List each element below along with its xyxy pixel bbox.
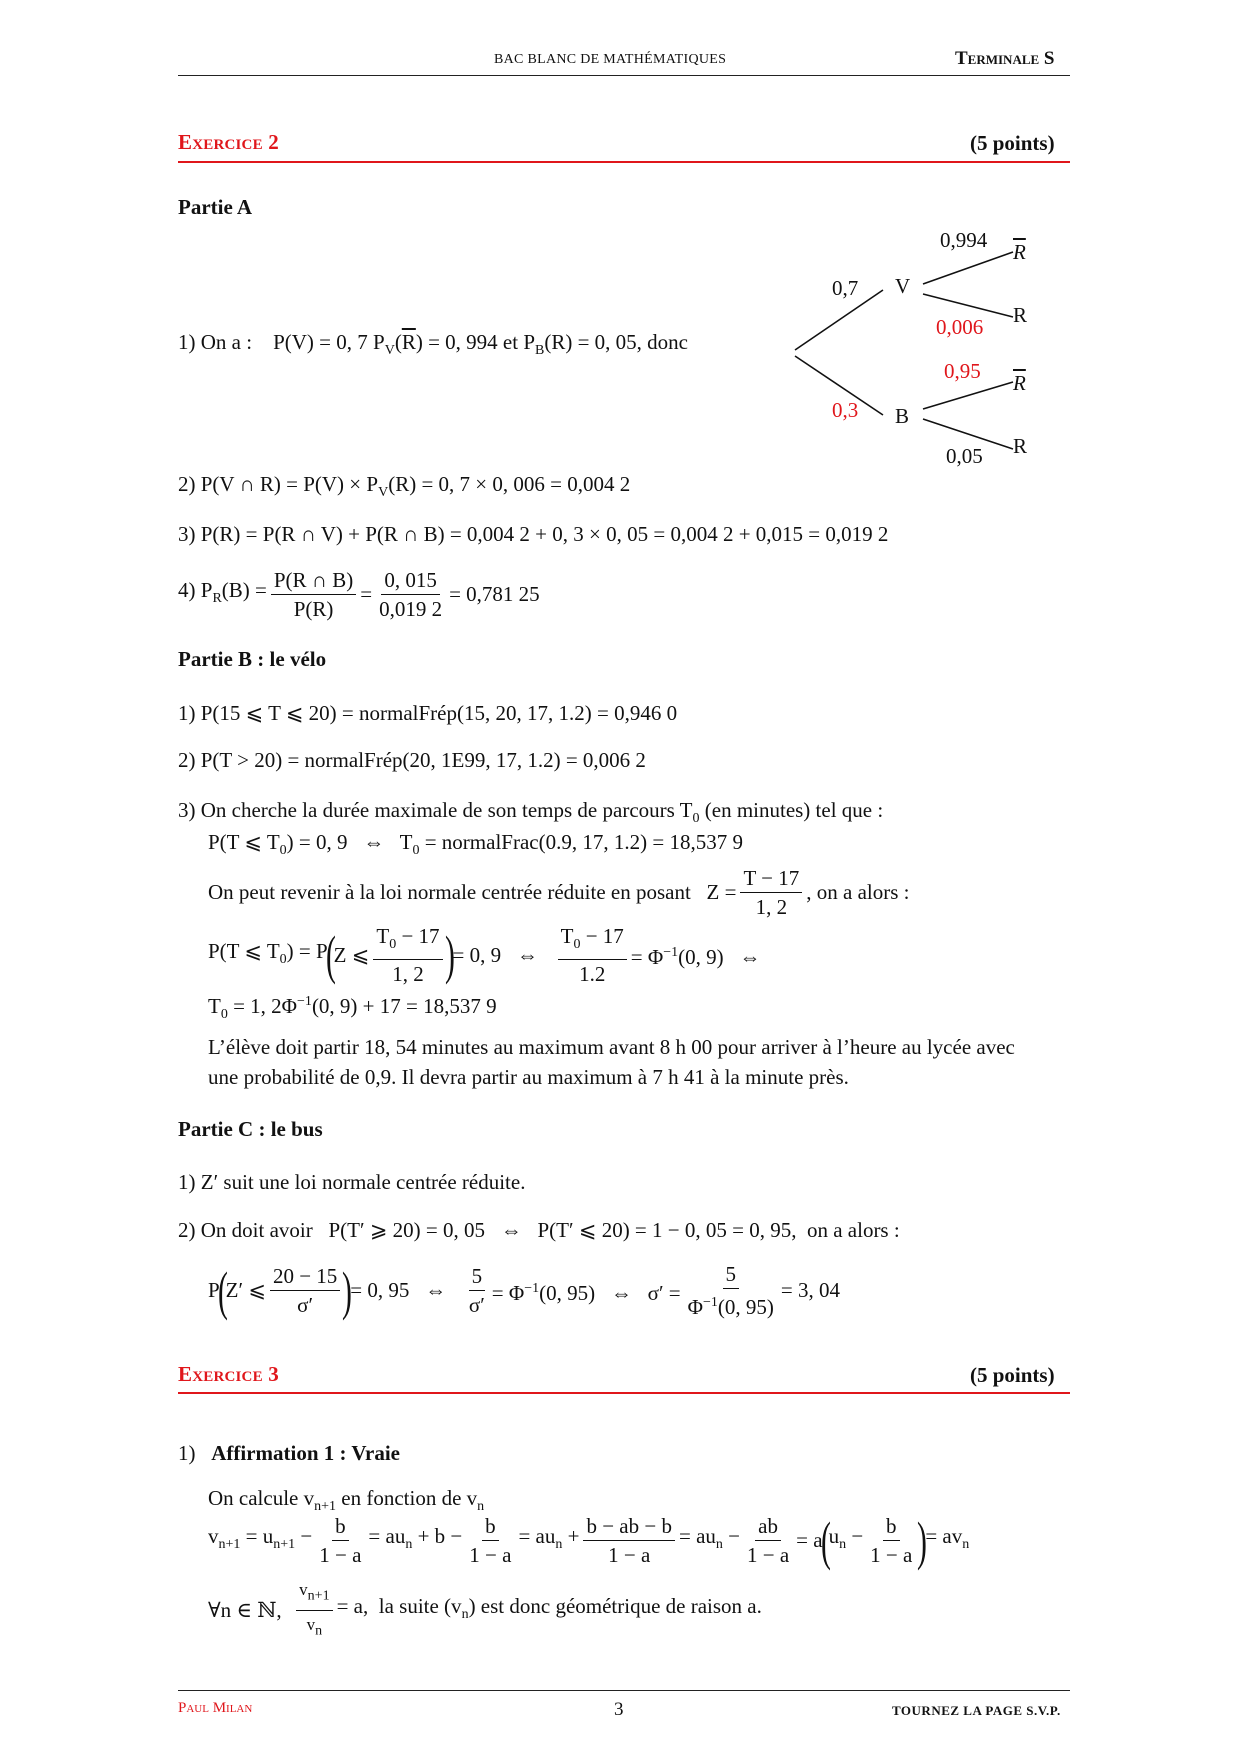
forall-n: ∀n ∈ ℕ, [208, 1598, 282, 1623]
eq-f: $u_n$ − [828, 1523, 864, 1553]
eq-fraction-3 [685, 1262, 777, 1319]
eq-mid-1: = 0, 95 ⇔ [350, 1278, 447, 1302]
geometric-statement: = a, la suite $(v_n)$ est donc géométrique de raison a. [336, 1594, 762, 1623]
denominator: 1, 2 [755, 895, 788, 919]
fraction-2 [466, 1514, 514, 1567]
denominator: σ′ [297, 1293, 314, 1317]
numerator: 20 − 15 [270, 1264, 340, 1291]
part-b-q3-line2: P(T ⩽ $T_0) = 0$, 9 ⇔ $T_0$ = normalFrac(0.9, 17, 1.2) = 18,537 9 [208, 830, 743, 859]
denominator: 1 − a [608, 1543, 651, 1567]
fraction-3 [583, 1514, 675, 1567]
eq-c: = $au_n$ + [518, 1523, 580, 1553]
leaf-label: $\overline{R}$ [1013, 240, 1026, 264]
denominator: 1 − a [870, 1543, 913, 1567]
z-fraction [740, 866, 802, 919]
q4-lhs: 4) $P_R(B)$ = [178, 577, 267, 607]
page-number: 3 [614, 1699, 624, 1720]
q1-number: 1) [178, 1441, 196, 1465]
tree-prob-b: 0,3 [832, 398, 859, 422]
left-paren: ( [820, 1510, 831, 1571]
tree-prob-v-r: 0,006 [936, 315, 984, 339]
z-rhs: , on a alors : [806, 880, 910, 904]
header-rule [178, 75, 1070, 76]
denominator: 1 − a [747, 1543, 790, 1567]
part-b-conclusion-2: une probabilité de 0,9. Il devra partir au maximum à 7 h 41 à la minute près. [208, 1065, 849, 1089]
numerator: 5 [723, 1262, 740, 1289]
q1-prefix: 1) On a : [178, 330, 253, 354]
denominator: 1 − a [319, 1543, 362, 1567]
tree-node-b: B [895, 404, 910, 428]
leaf-label: $\overline{R}$ [1013, 371, 1026, 395]
denominator: $v_n$ [306, 1615, 323, 1639]
footer-author: Paul Milan [178, 1700, 253, 1716]
tree-leaf-v-r: R [1013, 303, 1028, 327]
denominator: σ′ [468, 1293, 485, 1317]
numerator: b [332, 1514, 349, 1541]
part-a-q3: 3) P(R) = P(R ∩ V) + P(R ∩ B) = 0,004 2 + 0, 3 × 0, 05 = 0,004 2 + 0,015 = 0,019 2 [178, 522, 889, 546]
header-title: BAC BLANC DE MATHÉMATIQUES [494, 52, 727, 67]
part-a-q4 [178, 568, 540, 621]
numerator: b [883, 1514, 900, 1541]
eq-fraction-2 [466, 1264, 488, 1317]
tree-prob-b-r: 0,05 [946, 444, 983, 468]
part-c-q2: 2) On doit avoir P(T′ ⩾ 20) = 0, 05 ⇔ P(T′ ⩽ 20) = 1 − 0, 05 = 0, 95, on a alors : [178, 1218, 900, 1242]
numerator: 0, 015 [381, 568, 440, 595]
eq-g: = $av_n$ [925, 1523, 970, 1553]
fraction-1 [316, 1514, 364, 1567]
exercise-2-title: Exercice 2 [178, 130, 279, 154]
part-b-conclusion-1: L’élève doit partir 18, 54 minutes au maximum avant 8 h 00 pour arriver à l’heure au lycée avec [208, 1035, 1015, 1059]
eq-rhs: = 3, 04 [780, 1278, 841, 1302]
fraction-5 [867, 1514, 915, 1567]
eq-z: Z′ ⩽ [225, 1278, 266, 1302]
eq-fraction-2 [558, 924, 627, 986]
q1-statement: Affirmation 1 : Vraie [211, 1441, 401, 1465]
eq-e: = a [796, 1528, 823, 1552]
branch-v-r [923, 294, 1013, 317]
fraction-4 [744, 1514, 792, 1567]
footer-turn-page: TOURNEZ LA PAGE S.V.P. [892, 1703, 1061, 1718]
branch-v-rbar [923, 252, 1013, 284]
exercise-2-points: (5 points) [970, 131, 1055, 155]
eq-mid: = 0, 9 ⇔ [452, 942, 538, 967]
part-c-q1: 1) Z′ suit une loi normale centrée réduite. [178, 1170, 526, 1194]
eq-fraction-1 [270, 1264, 340, 1317]
eq-lhs: P(T ⩽ $T_0) = P$ [208, 938, 328, 967]
part-b-q3-line3 [208, 866, 910, 919]
numerator: T − 17 [740, 866, 802, 893]
right-paren: ) [917, 1510, 928, 1571]
exercise-2-rule [178, 161, 1070, 163]
left-paren: ( [217, 1260, 228, 1321]
numerator: b − ab − b [583, 1514, 675, 1541]
tree-prob-v-rbar: 0,994 [940, 228, 988, 252]
numerator: $v_{n+1}$ [296, 1578, 332, 1611]
tree-prob-v: 0,7 [832, 276, 859, 300]
right-paren: ) [444, 925, 455, 986]
numerator: 5 [469, 1264, 486, 1291]
branch-b-rbar [923, 382, 1013, 409]
footer-rule [178, 1690, 1070, 1691]
denominator: 1.2 [579, 962, 606, 987]
numerator: b [482, 1514, 499, 1541]
header-class: Terminale S [955, 48, 1055, 69]
eq-z: Z ⩽ [333, 942, 370, 967]
tree-prob-b-rbar: 0,95 [944, 359, 981, 383]
exercise-3-conclusion [208, 1578, 762, 1644]
part-b-q1: 1) P(15 ⩽ T ⩽ 20) = normalFrép(15, 20, 17, 1.2) = 0,946 0 [178, 701, 678, 725]
part-c-equation [208, 1262, 840, 1319]
part-b-q3-line5: $T_0 = 1$, $2\Phi^{-1}(0$, 9) + 17 = 18,537 9 [208, 994, 497, 1023]
part-c-title: Partie C : le bus [178, 1117, 323, 1141]
eq-mid-2: = $\Phi^{-1}(0$, 95) ⇔ σ′ = [491, 1280, 681, 1305]
ratio-fraction [296, 1578, 332, 1644]
exercise-3-line1: On calcule $v_{n+1}$ en fonction de $v_n$ [208, 1486, 485, 1515]
part-b-title: Partie B : le vélo [178, 647, 327, 671]
numerator: ab [755, 1514, 781, 1541]
left-paren: ( [325, 925, 336, 986]
part-b-q2: 2) P(T > 20) = normalFrép(20, 1E99, 17, 1.2) = 0,006 2 [178, 748, 646, 772]
denominator: P(R) [293, 597, 334, 621]
q4-rhs: = 0,781 25 [449, 582, 540, 606]
part-b-q3-equation [208, 924, 760, 986]
q4-fraction-2 [376, 568, 445, 621]
eq-a: $v_{n+1} = u_{n+1}$ − [208, 1523, 313, 1553]
part-a-q2: 2) P(V ∩ $R) = P(V) \times P_V(R) = 0$, 7 × 0, 006 = 0,004 2 [178, 472, 631, 501]
q1-math: P(V) = 0, 7 $P_V(\overline{R}) = 0$, 994 et $P_B(R) = 0$, 05, donc [273, 330, 689, 359]
numerator: $T_0 - 17$ [558, 924, 627, 960]
eq-rhs: = $\Phi^{-1}(0$, 9) ⇔ [630, 945, 761, 970]
part-b-q3-line1: 3) On cherche la durée maximale de son temps de parcours $T_0$ (en minutes) tel que : [178, 798, 884, 827]
exercise-3-title: Exercice 3 [178, 1362, 279, 1386]
exercise-3-points: (5 points) [970, 1363, 1055, 1387]
tree-leaf-b-rbar [1013, 371, 1026, 396]
z-intro: On peut revenir à la loi normale centrée réduite en posant [208, 880, 691, 904]
q4-fraction-1 [271, 568, 356, 621]
numerator: $T_0 - 17$ [373, 924, 442, 960]
eq-p: P [208, 1278, 220, 1302]
tree-node-v: V [895, 274, 911, 298]
part-a-q1 [178, 330, 688, 363]
part-a-title: Partie A [178, 195, 253, 219]
eq-fraction-1 [373, 924, 442, 986]
exercise-3-rule [178, 1392, 1070, 1394]
denominator: 1, 2 [392, 962, 424, 987]
eq-d: = $au_n$ − [678, 1523, 740, 1553]
tree-leaf-b-r: R [1013, 434, 1028, 458]
right-paren: ) [342, 1260, 353, 1321]
exercise-3-q1 [178, 1441, 400, 1466]
eq-b: = $au_n + b$ − [368, 1523, 463, 1553]
numerator: P(R ∩ B) [271, 568, 356, 595]
exercise-3-equation [208, 1510, 970, 1571]
tree-leaf-v-rbar [1013, 240, 1026, 265]
probability-tree [780, 220, 1070, 470]
equals: = [360, 582, 373, 606]
denominator: $\Phi^{-1}(0$, 95) [687, 1295, 774, 1319]
z-lhs: Z = [706, 880, 737, 904]
denominator: 1 − a [469, 1543, 512, 1567]
denominator: 0,019 2 [379, 597, 443, 621]
